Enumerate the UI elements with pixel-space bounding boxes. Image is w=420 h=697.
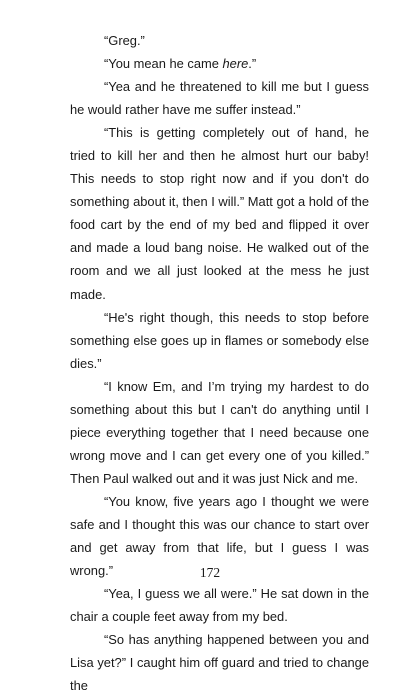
paragraph: “Yea, I guess we all were.” He sat down in the chair a couple feet away from my bed.	[70, 586, 369, 625]
paragraph: “Greg.”	[104, 33, 145, 48]
paragraph: “He's right though, this needs to stop before something else goes up in flames or somebody else dies.”	[70, 309, 369, 371]
paragraph: “So has anything happened between you and Lisa yet?” I caught him off guard and tried to change the	[70, 632, 369, 694]
paragraph-text: .”	[248, 56, 257, 72]
paragraph: “I know Em, and I’m trying my hardest to do something about this but I can't do anything until I piece everything together that I need because one wrong move and I can get every one of you killed.” Then Paul walked out and it was just Nick and me.	[70, 378, 369, 486]
body-text	[70, 29, 369, 697]
paragraph: “You know, five years ago I thought we were safe and I thought this was our chance to start over and get away from that life, but I guess I was wrong.”	[70, 493, 369, 579]
paragraph: “This is getting completely out of hand, he tried to kill her and then he almost hurt our baby! This needs to stop right now and if you don't do something about it, then I will.” Matt got a hold of the food cart by the end of my bed and flipped it over and made a loud bang noise. He walked out of the room and we all just looked at the mess he just made.	[70, 125, 369, 302]
paragraph-text: “You mean he came	[104, 56, 223, 72]
emphasized-word: here	[222, 56, 249, 72]
page-number: 172	[199, 565, 221, 580]
paragraph: “Yea and he threatened to kill me but I guess he would rather have me suffer instead.”	[70, 79, 369, 118]
paragraph	[70, 52, 369, 75]
